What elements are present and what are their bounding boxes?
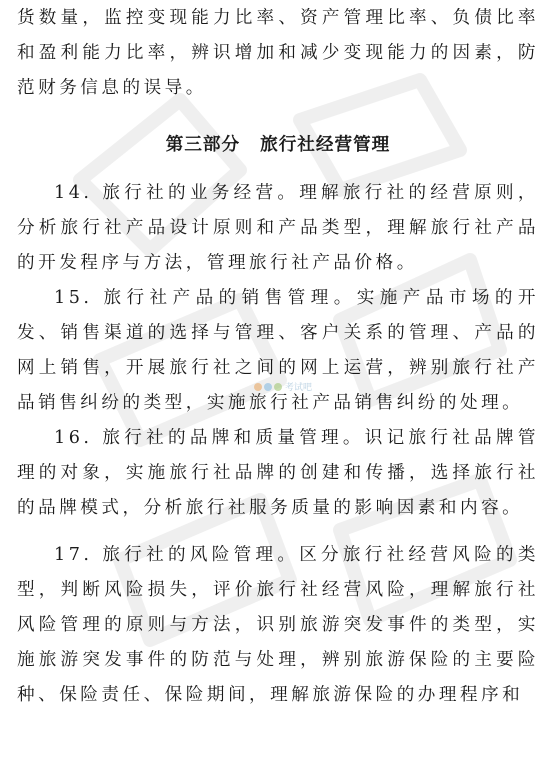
logo-text: 考试吧 [285,383,313,393]
item-17-paragraph: 17. 旅行社的风险管理。区分旅行社经营风险的类型，判断风险损失，评价旅行社经营风险，理解旅行社风险管理的原则与方法，识别旅游突发事件的类型，实施旅游突发事件的防范与处理，辨别旅游保险的主要险种、保险责任、保险期间，理解旅游保险的办理程序和 [17,545,539,705]
item-14-paragraph: 14. 旅行社的业务经营。理解旅行社的经营原则，分析旅行社产品设计原则和产品类型，理解旅行社产品的开发程序与方法，管理旅行社产品价格。 [17,183,539,273]
logo-dot-orange [254,383,262,391]
item-16-paragraph: 16. 旅行社的品牌和质量管理。识记旅行社品牌管理的对象，实施旅行社品牌的创建和传播，选择旅行社的品牌模式，分析旅行社服务质量的影响因素和内容。 [17,428,539,518]
document-page [17,0,539,713]
logo-dots-icon [254,383,282,391]
site-logo [254,380,312,393]
section-part-label: 第三部分 [165,135,241,155]
intro-paragraph: 货数量，监控变现能力比率、资产管理比率、负债比率和盈利能力比率，辨识增加和减少变现能力的因素，防范财务信息的误导。 [17,8,539,98]
section-title: 旅行社经营管理 [260,135,391,155]
item-15-paragraph: 15. 旅行社产品的销售管理。实施产品市场的开发、销售渠道的选择与管理、客户关系的管理、产品的网上销售，开展旅行社之间的网上运营，辨别旅行社产品销售纠纷的类型，实施旅行社产品销售纠纷的处理。 [17,288,539,413]
logo-dot-green [274,383,282,391]
logo-dot-blue [264,383,272,391]
section-heading [17,128,539,163]
